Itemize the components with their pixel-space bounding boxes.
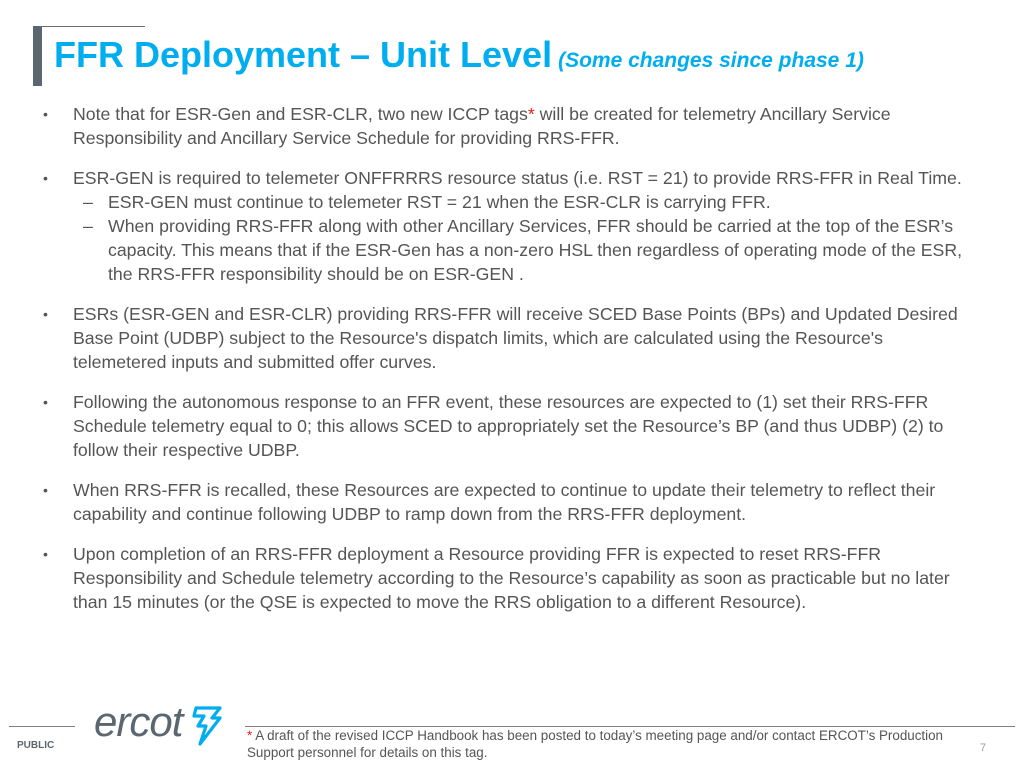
footnote-marker: * (527, 104, 535, 124)
footnote-text: A draft of the revised ICCP Handbook has been posted to today’s meeting page and/or contact ERCOT’s Production Support personnel for details on this tag. (247, 728, 943, 760)
bullet-item (40, 390, 980, 462)
top-rule (33, 26, 145, 27)
dash-icon: – (83, 216, 93, 236)
bullet-dot-icon: • (43, 482, 48, 498)
ercot-lightning-mark-icon (190, 704, 224, 748)
bullet-item (40, 102, 980, 150)
ercot-logo (94, 700, 229, 750)
bullet-dot-icon: • (43, 394, 48, 410)
footnote (247, 727, 967, 761)
bullet-text: ESRs (ESR-GEN and ESR-CLR) providing RRS-FFR will receive SCED Base Points (BPs) and Updated Desired Base Point (UDBP) subject to the Resource's dispatch limits, which are calculated using the Resource's telemetered inputs and submitted offer curves. (73, 304, 958, 372)
bullet-dot-icon: • (43, 106, 48, 122)
bullet-item (40, 542, 980, 614)
bullet-text: Note that for ESR-Gen and ESR-CLR, two new ICCP tags (73, 104, 528, 124)
bullet-item (40, 166, 980, 286)
page-number: 7 (980, 742, 987, 754)
bullet-item (40, 302, 980, 374)
bullet-text: will be created for telemetry Ancillary Service Responsibility and Ancillary Service Schedule for providing RRS-FFR. (73, 104, 891, 148)
title-accent-bar (33, 26, 42, 86)
bullet-dot-icon: • (43, 546, 48, 562)
sub-bullet-item (73, 190, 980, 214)
bullet-dot-icon: • (43, 306, 48, 322)
bullet-text: ESR-GEN is required to telemeter ONFFRRRS resource status (i.e. RST = 21) to provide RRS-FFR in Real Time. (73, 168, 962, 188)
bullet-text: Following the autonomous response to an FFR event, these resources are expected to (1) set their RRS-FFR Schedule telemetry equal to 0; this allows SCED to appropriately set the Resource’s BP (and thus UDBP) (2) to follow their respective UDBP. (73, 392, 944, 460)
sub-bullet-text: When providing RRS-FFR along with other Ancillary Services, FFR should be carried at the top of the ESR’s capacity. This means that if the ESR-Gen has a non-zero HSL then regardless of operating mode of the ESR, the RRS-FFR responsibility should be on ESR-GEN . (108, 216, 963, 284)
slide-body (40, 102, 980, 630)
classification-label: PUBLIC (17, 740, 55, 751)
bullet-text: Upon completion of an RRS-FFR deployment a Resource providing FFR is expected to reset RRS-FFR Responsibility and Schedule telemetry according to the Resource’s capability as soon as practicable but no later than 15 minutes (or the QSE is expected to move the RRS obligation to a different Resource). (73, 544, 950, 612)
slide-subtitle: (Some changes since phase 1) (558, 49, 864, 72)
sub-bullet-item (73, 214, 980, 286)
sub-bullet-text: ESR-GEN must continue to telemeter RST = 21 when the ESR-CLR is carrying FFR. (108, 192, 771, 212)
logo-wordmark: ercot (94, 698, 183, 745)
footnote-marker: * (247, 728, 253, 743)
slide-title-text: FFR Deployment – Unit Level (54, 34, 553, 75)
bullet-item (40, 478, 980, 526)
dash-icon: – (83, 192, 93, 212)
slide-title (54, 34, 864, 76)
bullet-dot-icon: • (43, 170, 48, 186)
bullet-text: When RRS-FFR is recalled, these Resources are expected to continue to update their telemetry to reflect their capability and continue following UDBP to ramp down from the RRS-FFR deployment. (73, 480, 936, 524)
footer-rule-left (9, 726, 75, 727)
